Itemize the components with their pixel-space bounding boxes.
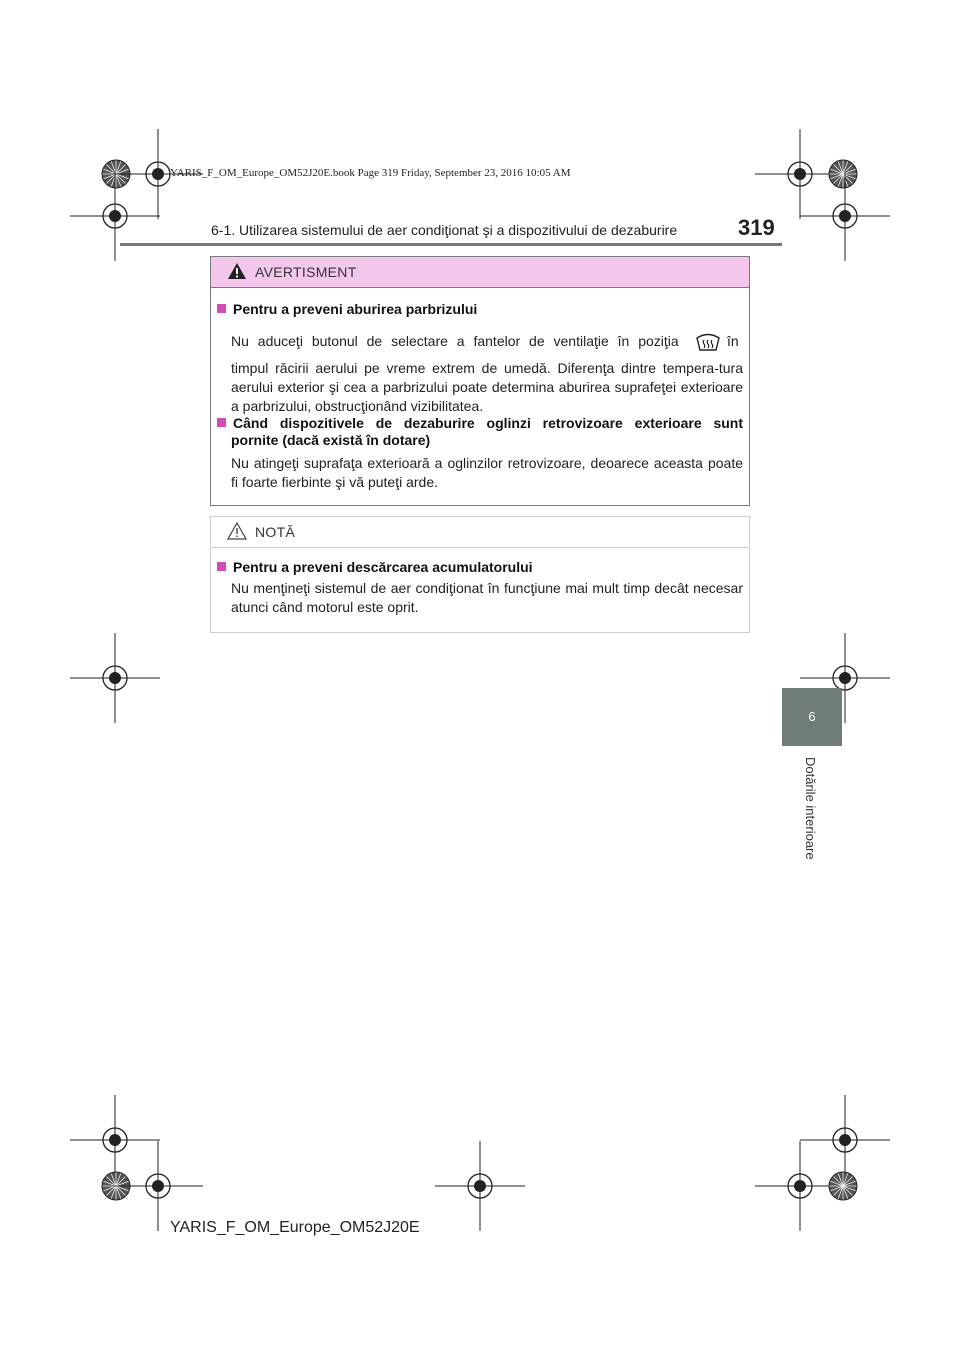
section-title: 6-1. Utilizarea sistemului de aer condiţionat şi a dispozitivului de dezaburire [211,222,678,238]
warning-item-text-line1: Nu aduceţi butonul de selectare a fantelor de ventilaţie în poziţia [231,333,679,349]
note-box [210,516,750,633]
warning-header [211,257,749,288]
page-number: 319 [738,215,775,240]
note-item-title: Pentru a preveni descărcarea acumulatorului [217,559,533,575]
bullet-square [217,418,226,427]
warning-item-title: Pentru a preveni aburirea parbrizului [217,301,477,317]
warning-label: AVERTISMENT [255,264,357,280]
chapter-label: Dotările interioare [803,757,818,860]
header-rule [120,243,782,246]
note-item-text: Nu menţineţi sistemul de aer condiţionat în funcţiune mai mult timp decât necesar atunci când motorul este oprit. [231,580,743,615]
windshield-defog-icon [695,332,721,352]
footer-code: YARIS_F_OM_Europe_OM52J20E [170,1219,420,1236]
bullet-square [217,304,226,313]
bullet-square [217,562,226,571]
note-label: NOTĂ [255,524,296,540]
warning-box [210,256,750,506]
warning-item-title: Când dispozitivele de dezaburire oglinzi retrovizoare exterioare sunt pornite (dacă există în dotare) [217,415,747,448]
chapter-tab: 6 [782,688,842,746]
warning-item-text: timpul răcirii aerului pe vreme extrem de umedă. Diferenţa dintre tempera-tura aerului exterior şi cea a parbrizului poate determina aburirea suprafeţei exterioare a parbrizului, obstrucţionând vizibilitatea. [231,360,743,414]
warning-item-text: Nu atingeţi suprafaţa exterioară a oglinzilor retrovizoare, deoarece aceasta poate fi foarte fierbinte şi vă puteţi arde. [231,455,743,490]
caution-triangle-icon [227,522,247,540]
note-header [211,517,749,548]
print-info: YARIS_F_OM_Europe_OM52J20E.book Page 319 Friday, September 23, 2016 10:05 AM [170,167,571,179]
warning-item-text-in: în [727,333,739,349]
warning-triangle-icon [227,262,247,280]
